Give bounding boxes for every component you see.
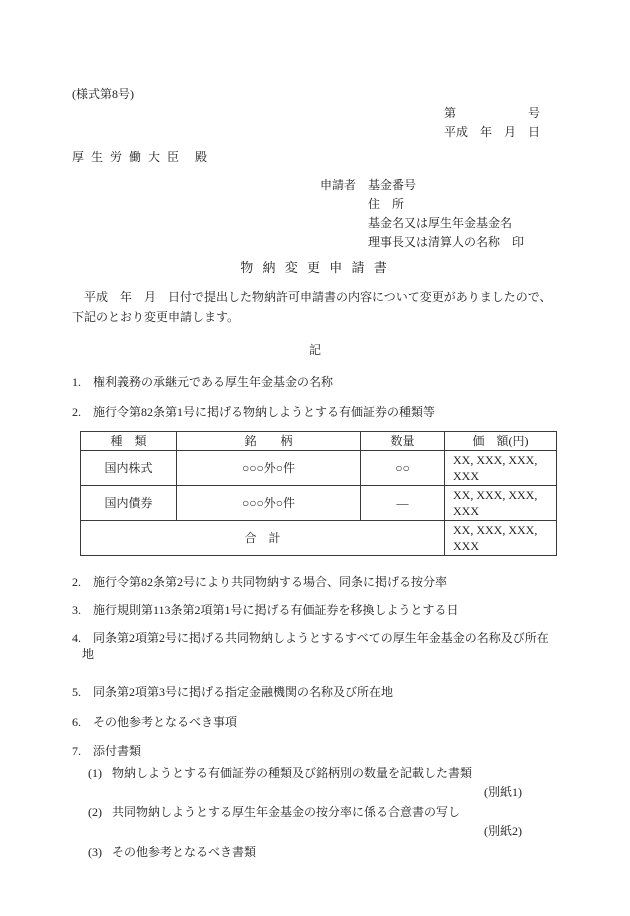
cell-quantity: ○○ bbox=[361, 451, 445, 486]
item-number: 6. bbox=[72, 715, 81, 729]
cell-amount: XX, XXX, XXX, XXX bbox=[445, 451, 557, 486]
body-paragraph-line2: 下記のとおり変更申請します。 bbox=[72, 310, 240, 324]
attachment-number: (2) bbox=[88, 805, 102, 819]
applicant-fund-name: 基金名又は厚生年金基金名 bbox=[368, 216, 513, 230]
cell-brand: ○○○外○件 bbox=[177, 486, 361, 521]
item-text: 添付書類 bbox=[93, 744, 142, 758]
attachment-number: (3) bbox=[88, 845, 102, 859]
list-item-5 bbox=[72, 684, 558, 700]
addressee: 厚 生 労 働 大 臣 殿 bbox=[72, 150, 210, 164]
item-text: 同条第2項第2号に掲げる共同物納しようとするすべての厚生年金基金の名称及び所在地 bbox=[82, 631, 549, 661]
list-item-6 bbox=[72, 714, 558, 730]
item-number: 3. bbox=[72, 603, 81, 617]
attachment-text: 共同物納しようとする厚生年金基金の按分率に係る合意書の写し bbox=[112, 805, 461, 819]
applicant-lines bbox=[368, 176, 524, 252]
table-row bbox=[81, 451, 557, 486]
attachment-number: (1) bbox=[88, 766, 102, 780]
attachment-item-2 bbox=[72, 804, 558, 820]
item-number: 2. bbox=[72, 575, 81, 589]
cell-amount: XX, XXX, XXX, XXX bbox=[445, 486, 557, 521]
form-number-label: (様式第8号) bbox=[72, 87, 134, 101]
applicant-block bbox=[320, 176, 558, 252]
list-item-7 bbox=[72, 743, 558, 759]
applicant-fund-number: 基金番号 bbox=[368, 178, 417, 192]
item-text: 施行令第82条第2号により共同物納する場合、同条に掲げる按分率 bbox=[93, 575, 448, 589]
cell-brand: ○○○外○件 bbox=[177, 451, 361, 486]
item-text: その他参考となるべき事項 bbox=[93, 715, 238, 729]
attachment-item-1 bbox=[72, 765, 558, 781]
applicant-representative: 理事長又は清算人の名称 印 bbox=[368, 235, 525, 249]
table-header-brand: 銘 柄 bbox=[177, 432, 361, 451]
list-item-3 bbox=[72, 602, 558, 618]
cell-quantity: — bbox=[361, 486, 445, 521]
document-title: 物 納 変 更 申 請 書 bbox=[240, 260, 390, 275]
record-label: 記 bbox=[308, 343, 321, 357]
doc-date: 平成 年 月 日 bbox=[444, 125, 541, 139]
total-label: 合 計 bbox=[81, 521, 445, 556]
attachment-note-1: (別紙1) bbox=[484, 785, 522, 799]
table-row bbox=[81, 486, 557, 521]
table-header-quantity: 数量 bbox=[361, 432, 445, 451]
body-paragraph bbox=[72, 287, 558, 327]
item-text: 同条第2項第3号に掲げる指定金融機関の名称及び所在地 bbox=[93, 685, 394, 699]
attachment-note-2: (別紙2) bbox=[484, 824, 522, 838]
item-text: 施行令第82条第1号に掲げる物納しようとする有価証券の種類等 bbox=[93, 405, 436, 419]
item-number: 4. bbox=[72, 631, 81, 645]
body-paragraph-line1: 平成 年 月 日付で提出した物納許可申請書の内容について変更がありましたので、 bbox=[72, 290, 552, 304]
applicant-label: 申請者 bbox=[320, 178, 357, 192]
securities-table bbox=[80, 431, 557, 556]
doc-meta bbox=[444, 104, 558, 142]
item-number: 1. bbox=[72, 375, 81, 389]
table-header-row bbox=[81, 432, 557, 451]
item-number: 5. bbox=[72, 685, 81, 699]
list-item-1 bbox=[72, 374, 558, 390]
applicant-address: 住 所 bbox=[368, 197, 405, 211]
table-header-amount: 価 額(円) bbox=[445, 432, 557, 451]
attachment-item-3 bbox=[72, 844, 558, 860]
list-item-2 bbox=[72, 404, 558, 420]
cell-kind: 国内債券 bbox=[81, 486, 177, 521]
list-item-4 bbox=[72, 630, 558, 662]
list-item-2b bbox=[72, 574, 558, 590]
item-number: 7. bbox=[72, 744, 81, 758]
total-amount: XX, XXX, XXX, XXX bbox=[445, 521, 557, 556]
cell-kind: 国内株式 bbox=[81, 451, 177, 486]
item-number: 2. bbox=[72, 405, 81, 419]
doc-number: 第 号 bbox=[444, 106, 541, 120]
item-text: 施行規則第113条第2項第1号に掲げる有価証券を移換しようとする日 bbox=[93, 603, 459, 617]
table-header-kind: 種 類 bbox=[81, 432, 177, 451]
table-total-row bbox=[81, 521, 557, 556]
attachment-text: 物納しようとする有価証券の種類及び銘柄別の数量を記載した書類 bbox=[112, 766, 473, 780]
item-text: 権利義務の承継元である厚生年金基金の名称 bbox=[93, 375, 334, 389]
attachment-text: その他参考となるべき書類 bbox=[112, 845, 257, 859]
